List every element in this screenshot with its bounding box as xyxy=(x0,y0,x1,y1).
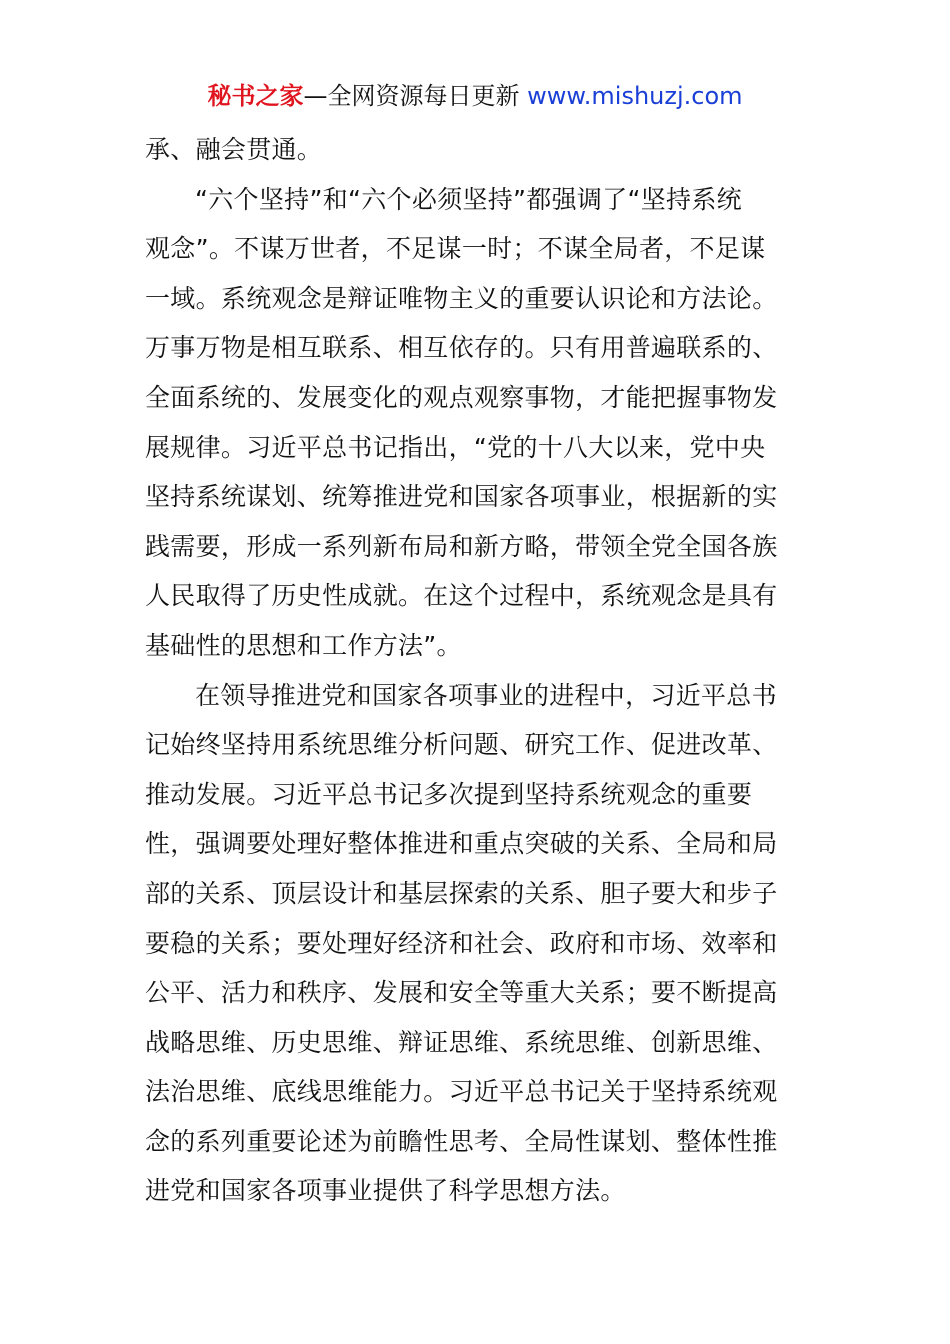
site-header xyxy=(0,79,950,113)
text-line: 部的关系、顶层设计和基层探索的关系、胆子要大和步子 xyxy=(145,878,778,908)
text-line: 全面系统的、发展变化的观点观察事物，才能把握事物发 xyxy=(145,382,778,412)
text-line: 战略思维、历史思维、辩证思维、系统思维、创新思维、 xyxy=(145,1027,778,1057)
text-line: 法治思维、底线思维能力。习近平总书记关于坚持系统观 xyxy=(145,1077,778,1107)
text-line: 要稳的关系；要处理好经济和社会、政府和市场、效率和 xyxy=(145,928,778,958)
document-body xyxy=(145,125,815,1216)
text-line: 公平、活力和秩序、发展和安全等重大关系；要不断提高 xyxy=(145,978,778,1008)
site-brand: 秘书之家 xyxy=(207,82,304,110)
text-line: 观念”。不谋万世者，不足谋一时；不谋全局者，不足谋 xyxy=(145,234,766,264)
text-line: “六个坚持”和“六个必须坚持”都强调了“坚持系统 xyxy=(195,184,742,214)
text-line: 性，强调要处理好整体推进和重点突破的关系、全局和局 xyxy=(145,829,778,859)
text-line: 坚持系统谋划、统筹推进党和国家各项事业，根据新的实 xyxy=(145,482,778,512)
text-line: 进党和国家各项事业提供了科学思想方法。 xyxy=(145,1176,626,1206)
text-line: 基础性的思想和工作方法”。 xyxy=(145,630,462,660)
text-line: 记始终坚持用系统思维分析问题、研究工作、促进改革、 xyxy=(145,730,778,760)
text-line: 承、融会贯通。 xyxy=(145,135,323,164)
text-line: 万事万物是相互联系、相互依存的。只有用普遍联系的、 xyxy=(145,333,778,363)
text-line: 一域。系统观念是辩证唯物主义的重要认识论和方法论。 xyxy=(145,283,778,313)
site-tagline: —全网资源每日更新 xyxy=(303,82,520,110)
text-line: 展规律。习近平总书记指出，“党的十八大以来，党中央 xyxy=(145,432,766,462)
text-line: 践需要，形成一系列新布局和新方略，带领全党全国各族 xyxy=(145,531,778,561)
site-url-link[interactable]: www.mishuzj.com xyxy=(527,82,743,110)
text-line: 在领导推进党和国家各项事业的进程中，习近平总书 xyxy=(195,680,777,710)
text-line: 念的系列重要论述为前瞻性思考、全局性谋划、整体性推 xyxy=(145,1126,778,1156)
text-line: 推动发展。习近平总书记多次提到坚持系统观念的重要 xyxy=(145,779,753,809)
text-line: 人民取得了历史性成就。在这个过程中，系统观念是具有 xyxy=(145,581,778,611)
